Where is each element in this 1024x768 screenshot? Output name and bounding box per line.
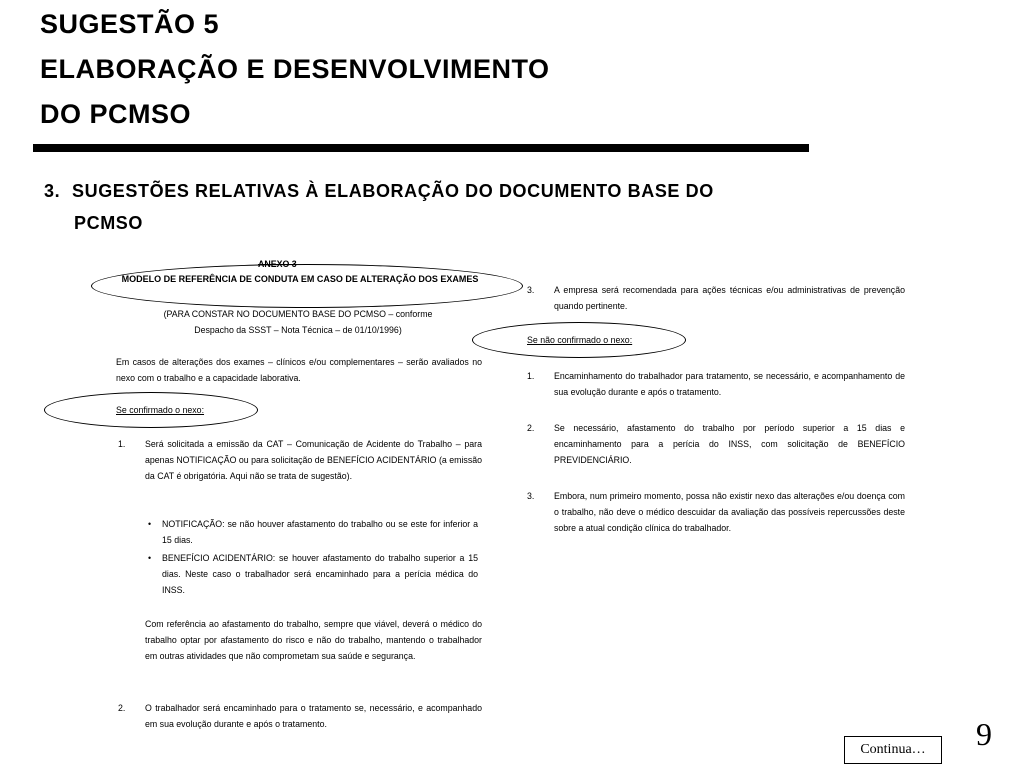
annex-title-circle bbox=[91, 264, 523, 308]
item-text: Será solicitada a emissão da CAT – Comunicação de Acidente do Trabalho – para apenas NOTIFICAÇÃO ou para solicitação de BENEFÍCIO ACIDENTÁRIO (a emissão da CAT é obrigatória. Aqui não se trata de sugestão). bbox=[145, 439, 482, 481]
item-number: 1. bbox=[527, 371, 535, 381]
item-number: 3. bbox=[527, 285, 535, 295]
item-number: 3. bbox=[527, 491, 535, 501]
item-text: Embora, num primeiro momento, possa não existir nexo das alterações e/ou doença com o trabalho, não deve o médico descuidar da avaliação das possíveis repercussões deste sobre a atual condição clínica do trabalhador. bbox=[554, 491, 905, 533]
item-text: Se necessário, afastamento do trabalho por período superior a 15 dias e encaminhamento para a perícia do INSS, com solicitação de BENEFÍCIO PREVIDENCIÁRIO. bbox=[554, 423, 905, 465]
page-number: 9 bbox=[976, 716, 992, 752]
item-number: 2. bbox=[527, 423, 535, 433]
item-text: Encaminhamento do trabalhador para tratamento, se necessário, e acompanhamento de sua evolução durante e após o tratamento. bbox=[554, 371, 905, 397]
item-text: A empresa será recomendada para ações técnicas e/ou administrativas de prevenção quando pertinente. bbox=[554, 285, 905, 311]
header-line-1: SUGESTÃO 5 bbox=[40, 9, 220, 39]
annex-subtitle-line-2: Despacho da SSST – Nota Técnica – de 01/10/1996) bbox=[194, 325, 402, 335]
slide-header bbox=[40, 2, 550, 137]
section-title-line-2: PCMSO bbox=[74, 213, 144, 233]
annex-intro: Em casos de alterações dos exames – clínicos e/ou complementares – serão avaliados no nexo com o trabalho e a capacidade laborativa. bbox=[116, 357, 482, 383]
annex-subtitle-line-1: (PARA CONSTAR NO DOCUMENTO BASE DO PCMSO – conforme bbox=[163, 309, 433, 319]
bullet-text: BENEFÍCIO ACIDENTÁRIO: se houver afastamento do trabalho superior a 15 dias. Neste caso o trabalhador será encaminhado para a perícia médica do INSS. bbox=[162, 553, 478, 595]
annex-title: MODELO DE REFERÊNCIA DE CONDUTA EM CASO DE ALTERAÇÃO DOS EXAMES bbox=[121, 274, 479, 284]
bullet-icon: • bbox=[148, 519, 152, 529]
bullet-text: NOTIFICAÇÃO: se não houver afastamento do trabalho ou se este for inferior a 15 dias. bbox=[162, 519, 478, 545]
header-line-2: ELABORAÇÃO E DESENVOLVIMENTO bbox=[40, 54, 550, 84]
annex-subtitle bbox=[128, 306, 468, 338]
annex-number: ANEXO 3 bbox=[258, 259, 297, 269]
section-number: 3. bbox=[44, 181, 61, 201]
header-line-3: DO PCMSO bbox=[40, 99, 192, 129]
bullet-icon: • bbox=[148, 553, 152, 563]
not-confirmed-heading: Se não confirmado o nexo: bbox=[527, 335, 633, 345]
confirmed-heading: Se confirmado o nexo: bbox=[116, 405, 205, 415]
reference-paragraph: Com referência ao afastamento do trabalho, sempre que viável, deverá o médico do trabalho optar por afastamento do risco e não do trabalho, mantendo o trabalhador em outras atividades que não comprometam sua saúde e segurança. bbox=[145, 619, 482, 661]
item-number: 2. bbox=[118, 703, 126, 713]
header-divider bbox=[33, 144, 809, 152]
section-title-line-1: SUGESTÕES RELATIVAS À ELABORAÇÃO DO DOCUMENTO BASE DO bbox=[72, 181, 714, 201]
section-title bbox=[44, 175, 804, 239]
item-number: 1. bbox=[118, 439, 126, 449]
continue-button[interactable]: Continua… bbox=[844, 736, 942, 764]
item-text: O trabalhador será encaminhado para o tratamento se, necessário, e acompanhado em sua evolução durante e após o tratamento. bbox=[145, 703, 482, 729]
